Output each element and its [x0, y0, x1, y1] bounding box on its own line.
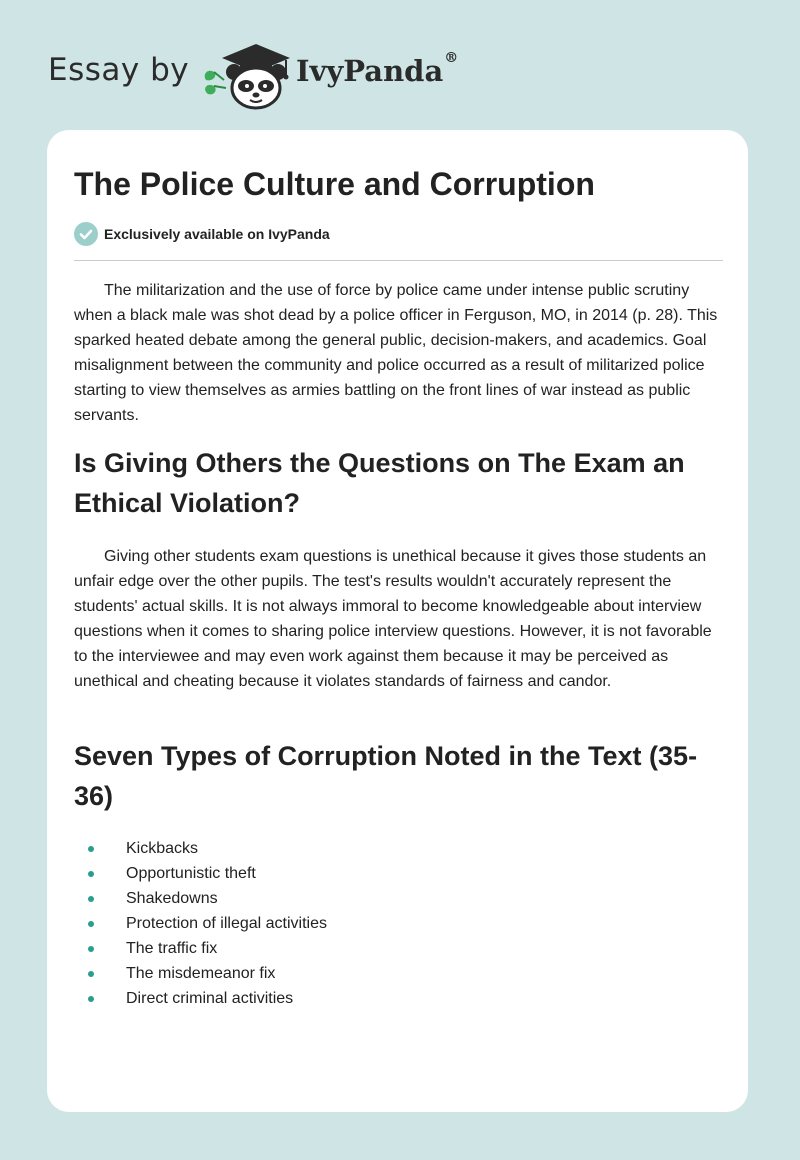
- list-item: [74, 986, 327, 1011]
- list-item-text: Shakedowns: [126, 890, 218, 907]
- bullet-icon: [88, 921, 94, 927]
- list-item-text: Direct criminal activities: [126, 990, 294, 1007]
- badge-label: Exclusively available on IvyPanda: [104, 226, 330, 242]
- check-icon: [74, 222, 98, 246]
- list-item: [74, 886, 327, 911]
- list-item: [74, 911, 327, 936]
- bullet-icon: [88, 996, 94, 1002]
- list-item-text: Kickbacks: [126, 840, 199, 857]
- page-title: The Police Culture and Corruption: [74, 166, 595, 202]
- section-heading-ethics: Is Giving Others the Questions on The Exam an Ethical Violation?: [74, 448, 685, 518]
- list-item-text: Protection of illegal activities: [126, 915, 327, 932]
- bullet-icon: [88, 946, 94, 952]
- brand-name[interactable]: [296, 50, 459, 88]
- article-card: [47, 130, 748, 1112]
- ethics-paragraph: Giving other students exam questions is unethical because it gives those students an unfair edge over the other pupils. The test's results wouldn't accurately represent the students' actual skills. It is not always immoral to become knowledgeable about interview questions when it comes to sharing police interview questions. However, it is not favorable to the interviewee and may even work against them because it may be perceived as unethical and cheating because it violates standards of fairness and candor.: [74, 548, 712, 690]
- list-item: [74, 961, 327, 986]
- essay-by-label: Essay by: [48, 52, 190, 88]
- bullet-icon: [88, 846, 94, 852]
- list-item: [74, 836, 327, 861]
- list-item-text: Opportunistic theft: [126, 865, 256, 882]
- bullet-icon: [88, 896, 94, 902]
- intro-paragraph: The militarization and the use of force by police came under intense public scrutiny when a black male was shot dead by a police officer in Ferguson, MO, in 2014 (p. 28). This sparked heated debate among the general public, decision-makers, and academics. Goal misalignment between the community and police occurred as a result of militarized police starting to view themselves as armies battling on the front lines of war instead as public servants.: [74, 282, 718, 424]
- panda-logo-icon[interactable]: [200, 36, 292, 112]
- list-item: [74, 936, 327, 961]
- list-item-text: The misdemeanor fix: [126, 965, 276, 982]
- section-heading-corruption: Seven Types of Corruption Noted in the Text (35-36): [74, 741, 698, 811]
- list-item-text: The traffic fix: [126, 940, 218, 957]
- bullet-icon: [88, 871, 94, 877]
- corruption-types-list: [74, 836, 327, 1011]
- bullet-icon: [88, 971, 94, 977]
- registered-mark: ®: [444, 50, 459, 66]
- exclusive-badge: [74, 222, 330, 246]
- site-header: [48, 34, 568, 114]
- divider: [74, 260, 723, 261]
- brand-text: IvyPanda: [296, 54, 444, 88]
- list-item: [74, 861, 327, 886]
